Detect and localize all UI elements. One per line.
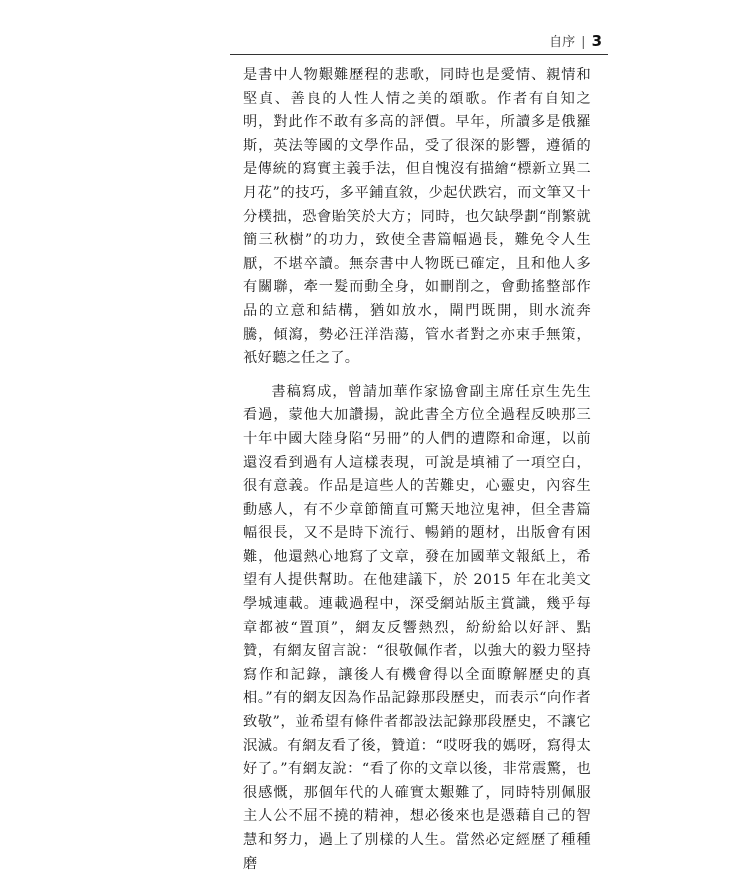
page-number: 3 [591, 32, 602, 50]
body-text [243, 64, 591, 876]
paragraph-gap [243, 371, 591, 381]
running-header [230, 30, 608, 55]
paragraph-2: 書稿寫成，曾請加華作家協會副主席任京生先生看過，蒙他大加讚揚，說此書全方位全過程反映那三十年中國大陸身陷“另冊”的人們的遭際和命運，以前還沒看到過有人這樣表現，可說是填補了一項空白，很有意義。作品是這些人的苦難史，心靈史，內容生動感人，有不少章節簡直可驚天地泣鬼神，但全書篇幅很長，又不是時下流行、暢銷的題材，出版會有困難，他還熱心地寫了文章，發在加國華文報紙上，希望有人提供幫助。在他建議下，於 2015 年在北美文學城連載。連載過程中，深受網站版主賞識，幾乎每章都被“置頂”，網友反響熱烈，紛紛給以好評、點贊，有網友留言說：“很敬佩作者，以強大的毅力堅持寫作和記錄，讓後人有機會得以全面瞭解歷史的真相。”有的網友因為作品記錄那段歷史，而表示“向作者致敬”，並希望有條件者都設法記錄那段歷史，不讓它泯滅。有網友看了後，贊道：“哎呀我的媽呀，寫得太好了。”有網友說：“看了你的文章以後，非常震驚，也很感慨，那個年代的人確實太艱難了，同時特別佩服主人公不屈不撓的精神，想必後來也是憑藉自己的智慧和努力，過上了別樣的人生。當然必定經歷了種種磨 [243, 383, 591, 872]
paragraph-1: 是書中人物艱難歷程的悲歌，同時也是愛情、親情和堅貞、善良的人性人情之美的頌歌。作者有自知之明，對此作不敢有多高的評價。早年，所讀多是俄羅斯，英法等國的文學作品，受了很深的影響，遵循的是傳統的寫實主義手法，但自愧沒有描繪“標新立異二月花”的技巧，多平鋪直敘，少起伏跌宕，而文筆又十分樸拙，恐會貽笑於大方；同時，也欠缺學劃“削繁就簡三秋樹”的功力，致使全書篇幅過長，難免令人生厭，不堪卒讀。無奈書中人物既已確定，且和他人多有關聯，牽一髮而動全身，如刪削之，會動搖整部作品的立意和結構，猶如放水，閘門既開，則水流奔騰，傾瀉，勢必汪洋浩蕩，管水者對之亦束手無策，衹好聽之任之了。 [243, 67, 591, 367]
header-separator: | [581, 35, 586, 50]
section-title: 自序 [549, 35, 576, 50]
running-header-content [549, 31, 602, 50]
